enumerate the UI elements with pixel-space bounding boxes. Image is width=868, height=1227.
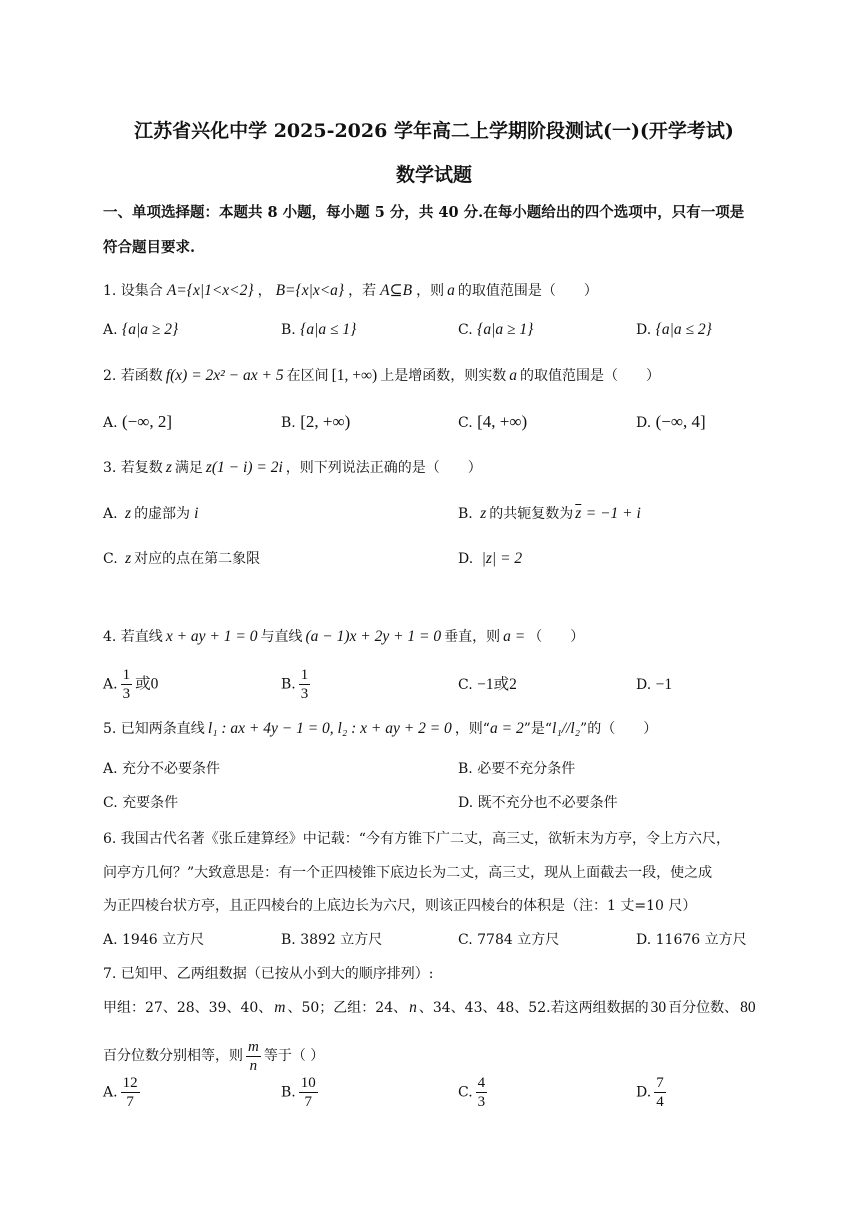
section-heading-line2: 符合题目要求. xyxy=(103,239,196,256)
question-6-line-1: 6. 我国古代名著《张丘建算经》中记载：“今有方锥下广二丈，高三丈，欲斩末为方亭，令上方六尺， xyxy=(103,831,730,847)
q3-option-d: D. |z| = 2 xyxy=(458,550,523,567)
question-7-line-3: 百分位数分别相等，则 $\frac{m}{n}$ 等于（ ） xyxy=(103,1038,325,1074)
question-6-line-2: 问亭方几何？”大致意思是：有一个正四棱锥下底边长为二丈，高三丈，现从上面截去一段，使之成 xyxy=(103,865,713,881)
q2-option-c: C. [4, +∞) xyxy=(458,412,528,431)
exam-subtitle: 数学试题 xyxy=(395,164,472,186)
fraction: $\frac{4}{3}$ xyxy=(477,1075,486,1110)
q6-option-a: A. 1946 立方尺 xyxy=(103,932,205,948)
q6-option-c: C. 7784 立方尺 xyxy=(458,932,560,948)
q5-option-b: B. 必要不充分条件 xyxy=(458,761,576,777)
q4-option-a: A. $\frac{1}{3}$ 或0 xyxy=(103,667,159,702)
q5-option-c: C. 充要条件 xyxy=(103,795,179,811)
fraction: $\frac{7}{4}$ xyxy=(656,1075,664,1110)
q1-option-b: B. {a|a ≤ 1} xyxy=(281,321,357,338)
fraction: $\frac{10}{7}$ xyxy=(300,1075,316,1110)
q1-option-c: C. {a|a ≥ 1} xyxy=(458,321,534,338)
q7-option-b: B. $\frac{10}{7}$ xyxy=(281,1075,316,1110)
question-7-line-1: 7. 已知甲、乙两组数据（已按从小到大的顺序排列）: xyxy=(103,966,434,982)
question-6-line-3: 为正四棱台状方亭，且正四棱台的上底边长为六尺，则该正四棱台的体积是（注：1 丈=10 尺） xyxy=(103,898,697,914)
question-2-stem: 2. 若函数 f(x) = 2x² − ax + 5 在区间 [1, +∞) 上是增函数，则实数 a 的取值范围是（ ） xyxy=(103,367,660,384)
fraction: $\frac{12}{7}$ xyxy=(122,1075,138,1110)
q6-option-d: D. 11676 立方尺 xyxy=(636,932,747,948)
fraction: $\frac{1}{3}$ xyxy=(300,667,309,702)
q2-option-a: A. (−∞, 2] xyxy=(103,412,173,431)
q5-option-d: D. 既不充分也不必要条件 xyxy=(458,795,618,811)
question-4-stem: 4. 若直线 x + ay + 1 = 0 与直线 (a − 1)x + 2y + 1 = 0 垂直，则 a = （ ） xyxy=(103,628,585,645)
fraction: $\frac{1}{3}$ xyxy=(122,667,131,702)
question-7-line-2: 甲组：27、28、39、40、 m 、50；乙组：24、 n 、34、43、48、52.若这两组数据的 30 百分位数、 80 xyxy=(103,999,756,1016)
q7-option-c: C. $\frac{4}{3}$ xyxy=(458,1075,486,1110)
q4-option-d: D. −1 xyxy=(636,676,673,693)
q7-option-d: D. $\frac{7}{4}$ xyxy=(636,1075,664,1110)
q1-option-d: D. {a|a ≤ 2} xyxy=(636,321,712,338)
q2-option-b: B. [2, +∞) xyxy=(281,412,351,431)
question-1-stem: 1. 设集合 A={x|1<x<2} ， B={x|x<a} ，若 A⊆B ，则 a 的取值范围是（ ） xyxy=(103,282,598,299)
fraction-m-over-n: $\frac{m}{n}$ xyxy=(248,1038,259,1074)
q3-option-a: A. z 的虚部为 i xyxy=(103,505,199,522)
q3-option-b: B. z 的共轭复数为 $\overline{z} = -1 + i$ xyxy=(458,505,641,522)
q1-option-a: A. {a|a ≥ 2} xyxy=(103,321,179,338)
q3-option-c: C. z 对应的点在第二象限 xyxy=(103,550,261,567)
question-3-stem: 3. 若复数 z 满足 z(1 − i) = 2i ，则下列说法正确的是（ ） xyxy=(103,459,482,476)
section-heading-line1: 一、单项选择题：本题共 8 小题，每小题 5 分，共 40 分.在每小题给出的四个选项中，只有一项是 xyxy=(103,204,745,221)
question-5-stem: 5. 已知两条直线 l₁ : ax + 4y − 1 = 0, l₂ : x + ay + 2 = 0 ，则“a = 2”是“l₁//l₂”的（ ） xyxy=(103,720,658,737)
q4-option-b: B. $\frac{1}{3}$ xyxy=(281,667,309,702)
q2-option-d: D. (−∞, 4] xyxy=(636,412,706,431)
exam-title: 江苏省兴化中学 2025-2026 学年高二上学期阶段测试(一)(开学考试) xyxy=(134,120,734,142)
q6-option-b: B. 3892 立方尺 xyxy=(281,932,383,948)
q5-option-a: A. 充分不必要条件 xyxy=(103,761,221,777)
q7-option-a: A. $\frac{12}{7}$ xyxy=(103,1075,138,1110)
q4-option-c: C. −1或2 xyxy=(458,676,517,693)
